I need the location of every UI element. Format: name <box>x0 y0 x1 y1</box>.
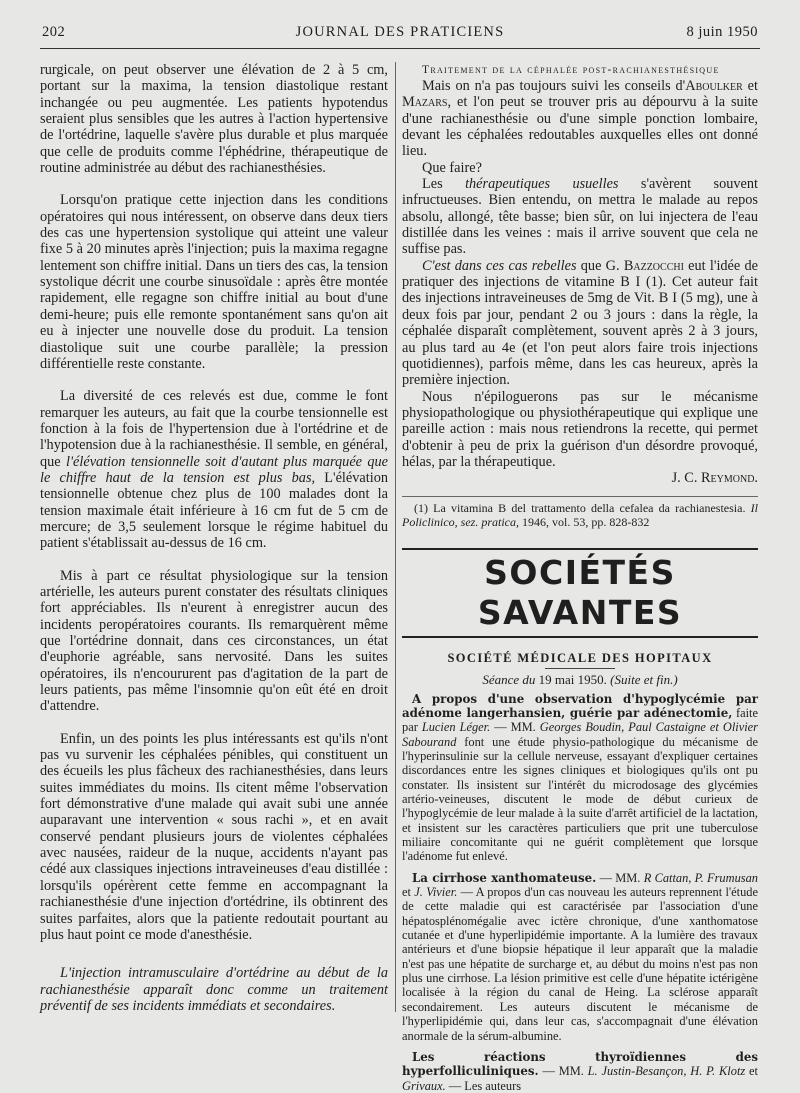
section-title: Traitement de la céphalée post-rachianesthésique <box>422 64 720 76</box>
text-run: Mais on n'a pas toujours suivi les conseils d' <box>422 78 686 94</box>
paragraph: Mis à part ce résultat physiologique sur la tension artérielle, les auteurs purent constater des résultats cliniques fort appréciables. Ils n'eurent à enregistrer aucun des incidents peropératoires courants. Ils remarquèrent même que l'ortédrine donnait, dans ces circonstances, un état d'euphorie agréable, sans nervosité. Dans les suites opératoires, ils n'encoururent pas d'agitation de la part de leurs patients, pas même l'insomnie qu'on eût été en droit d'attendre. <box>40 567 388 715</box>
text-run: — MM. <box>490 720 540 735</box>
text-run: font une étude physio-pathologique du mécanisme de l'hyperinsulinie sur la cellule nerveuse, essayant d'expliquer certaines discordances entre les signes cliniques et biologiques qu'ils ont pu constater. Ils insistent sur l'intérêt du microdosage des glycémies artério-veineuses, discutent le mode de début curieux de l'hypoglycémie de leur malade à la suite d'arrêt artificiel de la lactation, et insistent sur les caractères particuliers que prit une tuberculose miliaire concomitante qui ne guérit complètement que lorsque l'adénome fut enlevé. <box>402 734 758 864</box>
abstract-title: A propos d'une observation d'hypoglycémie par adénome langerhansien, guérie par adénectomie, <box>402 691 758 720</box>
footnote-rule <box>402 496 758 497</box>
text-run: — MM. <box>596 870 644 885</box>
paragraph: Que faire? <box>422 159 482 176</box>
italic-run: thérapeutiques usuelles <box>465 176 619 193</box>
text-run: et <box>742 78 758 94</box>
text-run: Séance du <box>482 671 539 687</box>
paragraph: Enfin, un des points les plus intéressants est qu'ils n'ont pas vu survenir les céphalées pénibles, qui constituent un des écueils les plus fâcheux des rachianesthésies, dans leurs suites immédiates du moins. Ils citent même l'observation fort démonstrative d'une malade qui avait subi une année auparavant une intervention « sous rachi », et en avait conservé pendant plusieurs jours de violentes céphalées avec nausées, raideur de la nuque, accidents n'ayant pas cédé aux classiques injections intraveineuses d'eau distillée : lorsqu'ils opérèrent cette femme en accompagnant la rachianesthésie d'une injection d'ortédrine, ils obtinrent des suites parfaites, alors que la patiente redoutait pourtant au plus haut point ce mode d'anesthésie. <box>40 730 388 943</box>
author-name: Mazars <box>402 94 448 111</box>
column-divider <box>395 62 396 1012</box>
author-name: L. Justin-Besançon, H. P. Klotz <box>587 1064 746 1079</box>
banner-title: SOCIÉTÉS SAVANTES <box>477 552 683 632</box>
section-banner <box>402 548 758 638</box>
text-run: et <box>745 1064 758 1079</box>
issue-date: 8 juin 1950 <box>686 24 758 40</box>
paragraph <box>402 78 758 160</box>
text-run: eut l'idée de pratiquer des injections de vitamine B I (1). Cet auteur fait des injections intraveineuses de 5mg de Vit. B I (5 mg), une à deux fois par jour, pendant 2 ou 3 jours : dans la règle, la céphalée disparaît complètement, souvent après 2 à 3 jours, au plus tard au 4e (et l'on peut alors faire trois injections quotidiennes), parfois même, dans les cas heureux, après la première injection. <box>402 257 758 389</box>
text-run: (1) La vitamina B del trattamento della cefalea da rachianestesia. <box>414 500 751 515</box>
abstract-paragraph <box>402 1050 758 1093</box>
footnote <box>402 501 758 530</box>
italic-run: Il Policlinico, sez. pratica, <box>402 500 758 530</box>
text-run: (Suite et fin.) <box>606 671 678 687</box>
session-date: 19 mai 1950. <box>538 671 607 687</box>
author-name: J. Vivier. <box>414 885 458 900</box>
text-run: Les <box>422 176 466 193</box>
italic-run: C'est dans ces cas rebelles <box>422 257 577 274</box>
paragraph: Nous n'épiloguerons pas sur le mécanisme physiopathologique ou physiothérapeutique qui explique une pareille action : mais nous retiendrons la recette, qui permet d'obtenir à peu de prix la guérison d'un désordre provoqué, hélas, par la thérapeutique. <box>402 388 758 470</box>
author-name: Grivaux. <box>402 1078 446 1093</box>
paragraph: Lorsqu'on pratique cette injection dans les conditions opératoires qui nous intéressent, on observe dans deux tiers des cas une hypertension systolique qui atteint une valeur fixe 5 à 20 minutes après l'injection; puis la maxima regagne lentement son chiffre initial. Dans un tiers des cas, la tension systolique décrit une courbe sinusoïdale : après être montée rapidement, elle regagne son chiffre initial au bout d'une demi-heure; puis elle remonte spontanément sans qu'on ait eu à injecter une nouvelle dose du produit. La tension diastolique suit une courbe parallèle; la pression différentielle reste constante. <box>40 192 388 372</box>
paragraph <box>402 176 758 258</box>
author-name: Bazzocchi <box>623 257 684 274</box>
text-run: que G. <box>576 257 624 274</box>
text-run: s'avèrent souvent infructueuses. Bien entendu, on mettra le malade au repos absolu, allongé, tête basse; bien sûr, on lui injectera de l'eau distillée dans les veines : mais il arrive souvent que cela ne suffise pas. <box>402 176 759 258</box>
abstract-title: La cirrhose xanthomateuse. <box>412 870 597 885</box>
header-rule <box>40 48 760 49</box>
text-run: , et l'on peut se trouver pris au dépourvu à la suite d'une rachianesthésie ou d'une simple ponction lombaire, devant les céphalées redoutables auxquelles elles ont donné lieu. <box>402 94 758 160</box>
paragraph <box>402 258 758 389</box>
text-run: et <box>402 885 415 900</box>
text-run: faite par <box>402 705 758 735</box>
left-column <box>40 62 388 1014</box>
text-run: — A propos d'un cas nouveau les auteurs reprennent l'étude de cette maladie qui est caractérisée par l'association d'une hépatosplénomégalie avec ictère chronique, d'une xanthomatose cutanée et d'une hyperlipidémie importante. A la lumière des travaux antérieurs et d'une biopsie hépatique il leur apparaît que la maladie n'est pas une hépatite de surcharge et, au début du moins n'est pas non plus une cirrhose. La lésion primitive est celle d'une hépatite ictérigène localisée à la région du canal de Heing. La sclérose apparaît secondairement. Les auteurs discutent le mécanisme de l'hyperlipidémie qui, dans leur cas, s'accompagnait d'une élévation anormale de la sérum-albumine. <box>402 885 758 1043</box>
author-name: R Cattan, P. Frumusan <box>643 870 758 885</box>
author-signature: J. C. Reymond. <box>671 470 758 487</box>
text-run: La diversité de ces relevés est due, comme le font remarquer les auteurs, au fait que la courbe tensionnelle est fonction à la fois de l'hypertension due à l'ortédrine et de l'hypotension due à la rachianesthésie. Il semble, en général, que <box>40 388 388 470</box>
abstract-title: Les réactions thyroïdiennes des hyperfolliculiniques. <box>402 1049 758 1079</box>
paragraph: rurgicale, on peut observer une élévation de 2 à 5 cm, portant sur la maxima, la tension diastolique restant inchangée ou peu augmentée. Les patients hypotendus seraient plus sensibles que les autres à l'action hypertensive de l'ortédrine, laquelle s'avère plus durable et plus marquée que celle de produits comme l'éphédrine, thérapeutique de routine administrée au début des rachianesthésies. <box>40 62 388 177</box>
text-run: 1946, vol. 53, pp. 828-832 <box>518 515 650 530</box>
society-title: SOCIÉTÉ MÉDICALE DES HOPITAUX <box>447 650 713 665</box>
page-header <box>38 24 762 46</box>
society-rule <box>545 668 615 669</box>
text-run: — MM. <box>538 1064 588 1079</box>
text-run: L'élévation tensionnelle obtenue chez plus de 100 malades dont la tension maximale était inférieure à 16 cm fut de 5 cm de mercure; de 3,5 seulement lorsque le régime habituel du patient s'établissait au-dessus de 16 cm. <box>40 469 388 552</box>
page-number: 202 <box>42 24 66 40</box>
conclusion-paragraph: L'injection intramusculaire d'ortédrine au début de la rachianesthésie apparaît donc comme un traitement préventif de ses incidents immédiats et secondaires. <box>40 965 388 1014</box>
author-name: Georges Boudin, Paul Castaigne et Olivier Sabourand <box>402 720 758 749</box>
text-run: — Les auteurs <box>445 1078 522 1093</box>
right-column <box>402 62 758 1093</box>
author-name: Lucien Léger. <box>421 720 491 735</box>
journal-title: JOURNAL DES PRATICIENS <box>295 24 505 40</box>
abstract-paragraph <box>402 692 758 864</box>
abstract-paragraph <box>402 871 758 1043</box>
author-name: Aboulker <box>685 78 743 94</box>
italic-run: l'élévation tensionnelle soit d'autant plus marquée que le chiffre haut de la tension est plus bas, <box>40 453 389 486</box>
session-line <box>402 672 758 688</box>
paragraph <box>40 388 388 551</box>
